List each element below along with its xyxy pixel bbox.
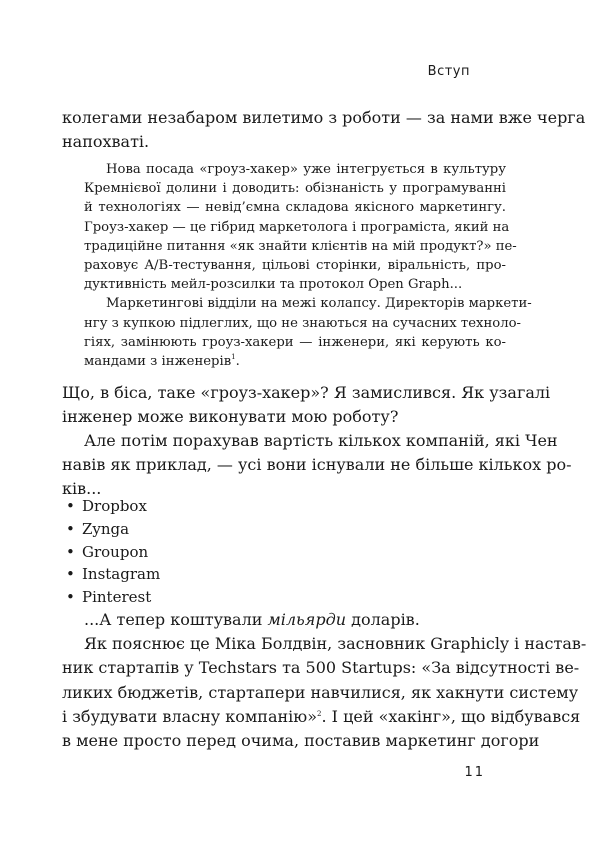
- company-list: [66, 495, 510, 609]
- text-line: ликих бюджетів, стартапери навчилися, як хакнути систему: [62, 682, 579, 702]
- quote-line: нгу з купкою підлеглих, що не знаються на сучасних техноло-: [84, 315, 521, 331]
- bullet-icon: •: [66, 588, 75, 607]
- quote-line: раховує A/B-тестування, цільові сторінки, віральність, про-: [84, 258, 506, 274]
- quote-line: Маркетингові відділи на межі колапсу. Директорів маркети-: [106, 296, 532, 312]
- block-quote: [84, 160, 532, 371]
- text-run: доларів.: [346, 610, 420, 629]
- emphasis: мільярди: [267, 610, 347, 629]
- footnote-ref[interactable]: 1: [231, 353, 236, 362]
- list-item-label: Pinterest: [82, 588, 152, 607]
- list-item-label: Dropbox: [82, 497, 147, 515]
- quote-line: Кремнієвої долини і доводить: обізнаність у програмуванні: [84, 181, 506, 197]
- text-run: і збудувати власну компанію»: [62, 706, 318, 726]
- quote-line: Нова посада «гроуз-хакер» уже інтегрується в культуру: [106, 162, 506, 177]
- list-item: [66, 586, 510, 609]
- text-line: інженер може виконувати мою роботу?: [62, 407, 399, 426]
- quote-text: мандами з інженерів: [84, 354, 232, 370]
- bullet-icon: •: [66, 497, 75, 515]
- quote-line: дуктивність мейл-розсилки та протокол Open Graph...: [84, 277, 463, 293]
- quote-line: й технологіях — невід’ємна складова якісного маркетингу.: [84, 200, 506, 216]
- list-item-label: Instagram: [82, 565, 161, 584]
- text-run: . І цей «хакінг», що відбувався: [321, 706, 581, 726]
- text-line: Але потім порахував вартість кількох компаній, які Чен: [84, 431, 558, 450]
- text-line: ник стартапів у Techstars та 500 Startups: «За відсутності ве-: [62, 658, 580, 678]
- section-header: Вступ: [427, 64, 470, 79]
- quote-line: Гроуз-хакер — це гібрид маркетолога і програміста, який на: [84, 219, 510, 235]
- page-number: 11: [464, 765, 485, 780]
- text-line: навів як приклад, — усі вони існували не більше кількох ро-: [62, 455, 572, 474]
- quote-text: .: [235, 354, 240, 370]
- text-line: [62, 608, 506, 632]
- list-item: [66, 518, 510, 541]
- text-line: ків...: [62, 479, 102, 498]
- body-paragraph: [62, 381, 572, 501]
- quote-line: [84, 352, 506, 371]
- opening-paragraph: [62, 106, 586, 154]
- bullet-icon: •: [66, 542, 75, 561]
- text-line: Як пояснює це Міка Болдвін, засновник Graphicly і настав-: [84, 634, 587, 654]
- text-line: колегами незабаром вилетимо з роботи — за нами вже черга: [62, 108, 586, 127]
- text-line: в мене просто перед очима, поставив маркетинг догори: [62, 731, 540, 751]
- text-line: Що, в біса, таке «гроуз-хакер»? Я замислився. Як узагалі: [62, 383, 551, 402]
- text-line: напохваті.: [62, 132, 150, 151]
- bullet-icon: •: [66, 519, 75, 538]
- list-item-label: Zynga: [82, 519, 130, 538]
- list-item: [66, 563, 510, 586]
- text-line: [62, 705, 581, 729]
- closing-paragraph: [62, 608, 587, 753]
- list-item: [66, 541, 510, 564]
- quote-line: гіях, замінюють гроуз-хакери — інженери, які керують ко-: [84, 334, 506, 350]
- list-item: [66, 495, 510, 518]
- list-item-label: Groupon: [82, 542, 149, 561]
- footnote-ref[interactable]: 2: [317, 709, 322, 718]
- text-run: ...А тепер коштували: [84, 610, 268, 629]
- quote-line: традиційне питання «як знайти клієнтів на мій продукт?» пе-: [84, 238, 517, 254]
- bullet-icon: •: [66, 565, 75, 584]
